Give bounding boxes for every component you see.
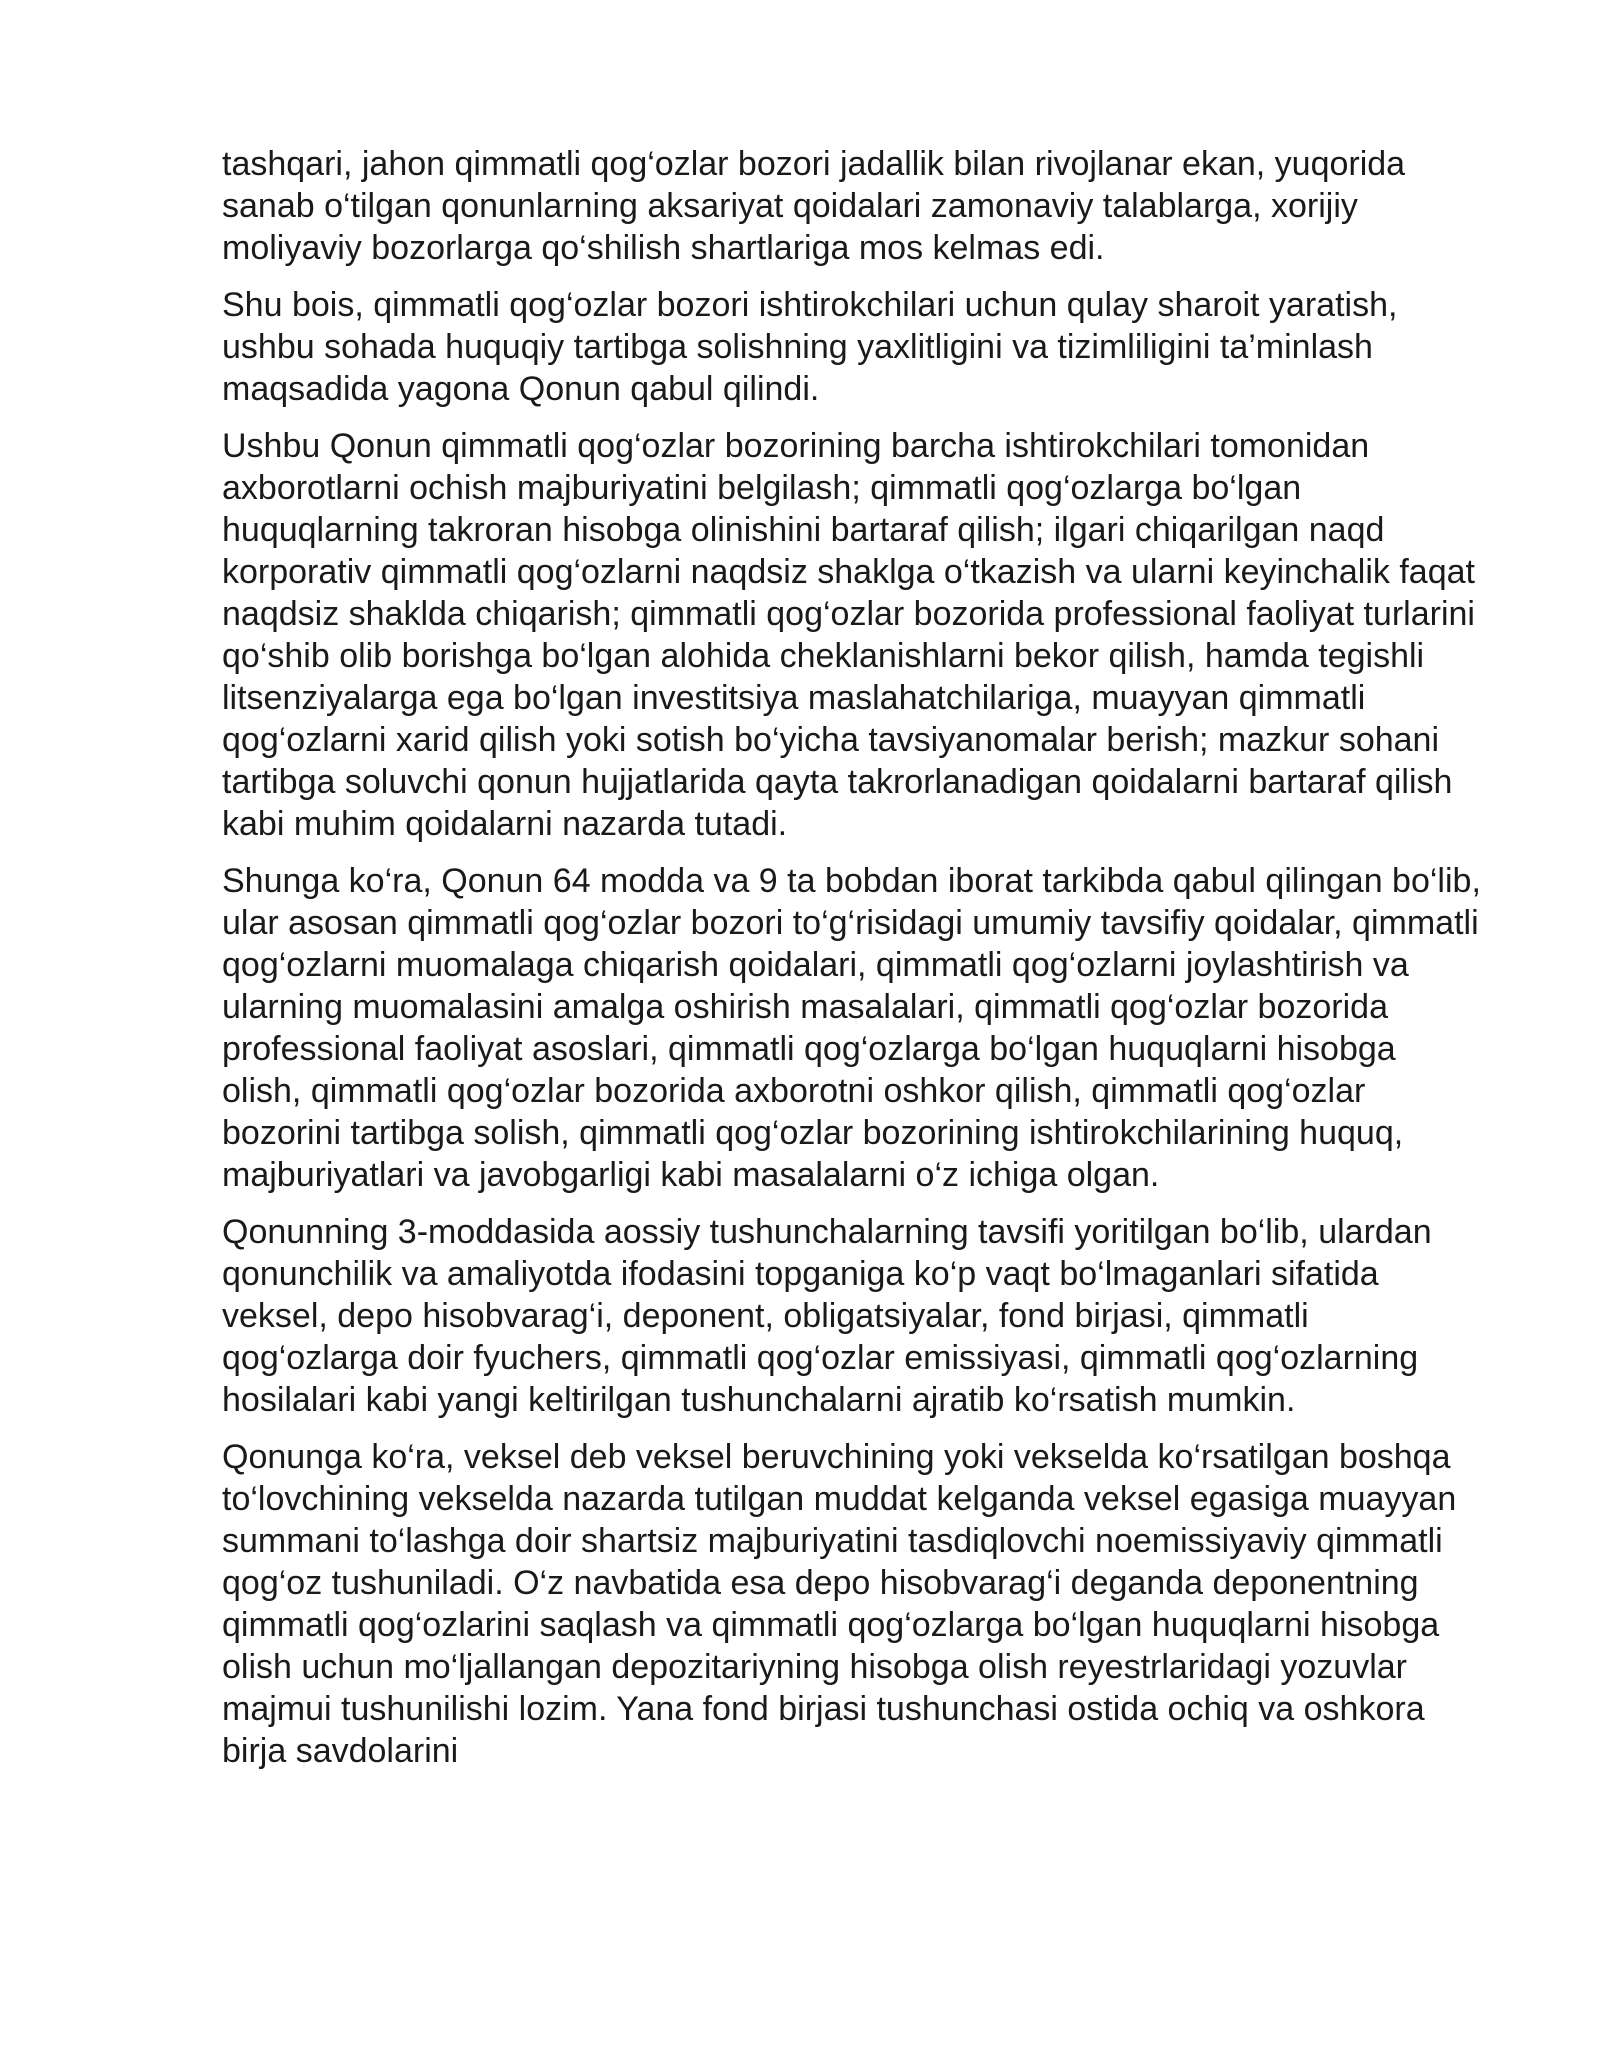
paragraph-1: tashqari, jahon qimmatli qog‘ozlar bozori jadallik bilan rivojlanar ekan, yuqorida sanab o‘tilgan qonunlarning aksariyat qoidalari zamonaviy talablarga, xorijiy moliyaviy bozorlarga qo‘shilish shartlariga mos kelmas edi. xyxy=(222,145,1406,267)
paragraph-3: Ushbu Qonun qimmatli qog‘ozlar bozorining barcha ishtirokchilari tomonidan axborotlarni ochish majburiyatini belgilash; qimmatli qog‘ozlarga bo‘lgan huquqlarning takroran hisobga olinishini bartaraf qilish; ilgari chiqarilgan naqd korporativ qimmatli qog‘ozlarni naqdsiz shaklga o‘tkazish va ularni keyinchalik faqat naqdsiz shaklda chiqarish; qimmatli qog‘ozlar bozorida professional faoliyat turlarini qo‘shib olib borishga bo‘lgan alohida cheklanishlarni bekor qilish, hamda tegishli litsenziyalarga ega bo‘lgan investitsiya maslahatchilariga, muayyan qimmatli qog‘ozlarni xarid qilish yoki sotish bo‘yicha tavsiyanomalar berish; mazkur sohani tartibga soluvchi qonun hujjatlarida qayta takrorlanadigan qoidalarni bartaraf qilish kabi muhim qoidalarni nazarda tutadi. xyxy=(222,427,1475,843)
paragraph-4: Shunga ko‘ra, Qonun 64 modda va 9 ta bobdan iborat tarkibda qabul qilingan bo‘lib, ular asosan qimmatli qog‘ozlar bozori to‘g‘risidagi umumiy tavsifiy qoidalar, qimmatli qog‘ozlarni muomalaga chiqarish qoidalari, qimmatli qog‘ozlarni joylashtirish va ularning muomalasini amalga oshirish masalalari, qimmatli qog‘ozlar bozorida professional faoliyat asoslari, qimmatli qog‘ozlarga bo‘lgan huquqlarni hisobga olish, qimmatli qog‘ozlar bozorida axborotni oshkor qilish, qimmatli qog‘ozlar bozorini tartibga solish, qimmatli qog‘ozlar bozorining ishtirokchilarining huquq, majburiyatlari va javobgarligi kabi masalalarni o‘z ichiga olgan. xyxy=(222,862,1481,1194)
document-body xyxy=(222,143,1482,1772)
paragraph-6: Qonunga ko‘ra, veksel deb veksel beruvchining yoki vekselda ko‘rsatilgan boshqa to‘lovchining vekselda nazarda tutilgan muddat kelganda veksel egasiga muayyan summani to‘lashga doir shartsiz majburiyatini tasdiqlovchi noemissiyaviy qimmatli qog‘oz tushuniladi. O‘z navbatida esa depo hisobvarag‘i deganda deponentning qimmatli qog‘ozlarini saqlash va qimmatli qog‘ozlarga bo‘lgan huquqlarni hisobga olish uchun mo‘ljallangan depozitariyning hisobga olish reyestrlaridagi yozuvlar majmui tushunilishi lozim. Yana fond birjasi tushunchasi ostida ochiq va oshkora birja savdolarini xyxy=(222,1438,1457,1770)
paragraph-2: Shu bois, qimmatli qog‘ozlar bozori ishtirokchilari uchun qulay sharoit yaratish, ushbu sohada huquqiy tartibga solishning yaxlitligini va tizimliligini ta’minlash maqsadida yagona Qonun qabul qilindi. xyxy=(222,286,1398,408)
paragraph-5: Qonunning 3-moddasida aossiy tushunchalarning tavsifi yoritilgan bo‘lib, ulardan qonunchilik va amaliyotda ifodasini topganiga ko‘p vaqt bo‘lmaganlari sifatida veksel, depo hisobvarag‘i, deponent, obligatsiyalar, fond birjasi, qimmatli qog‘ozlarga doir fyuchers, qimmatli qog‘ozlar emissiyasi, qimmatli qog‘ozlarning hosilalari kabi yangi keltirilgan tushunchalarni ajratib ko‘rsatish mumkin. xyxy=(222,1213,1432,1419)
